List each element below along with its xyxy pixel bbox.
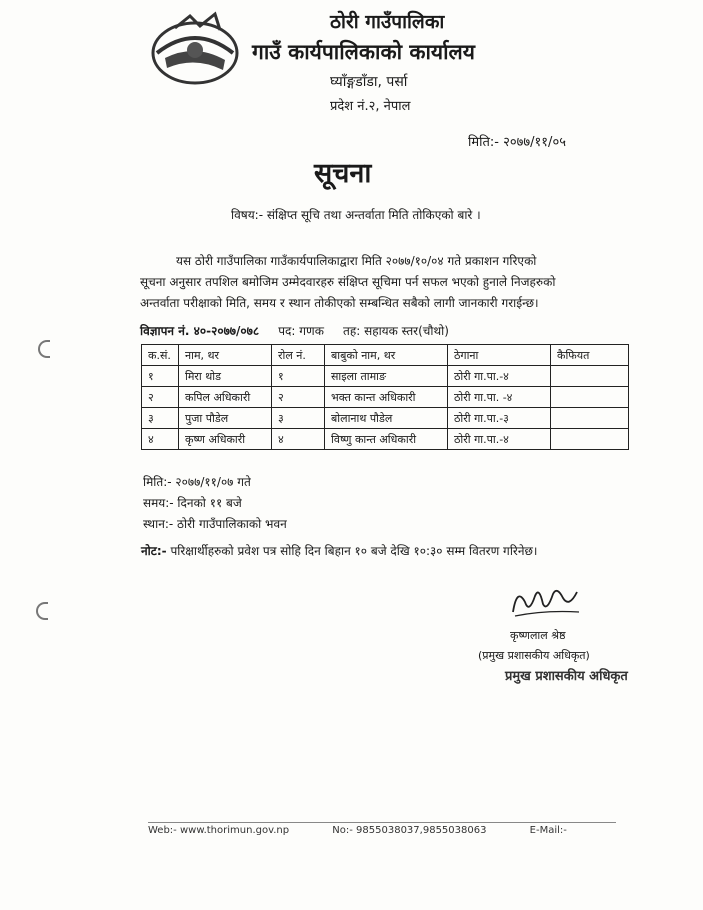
table-cell [551,429,629,450]
table-cell: ठोरी गा.पा. -४ [448,387,551,408]
table-cell: ठोरी गा.पा.-४ [448,429,551,450]
punch-hole-mark [36,602,48,620]
signatory-name: कृष्णलाल श्रेष्ठ [510,629,566,642]
nepal-emblem-logo [145,8,245,88]
office-location: घ्याँङ्गडाँडा, पर्सा [330,74,408,90]
note-text: परिक्षार्थीहरुको प्रवेश पत्र सोहि दिन बिहान १० बजे देखि १०:३० सम्म वितरण गरिनेछ। [170,544,538,558]
table-row [142,387,629,408]
level-label: तह: सहायक स्तर(चौथो) [343,324,449,338]
candidate-table [141,344,629,450]
paragraph-line: यस ठोरी गाउँपालिका गाउँकार्यपालिकाद्वारा मिति २०७७/१०/०४ गते प्रकाशन गरिएको [176,254,537,268]
municipality-name: ठोरी गाउँपालिका [330,11,445,33]
table-row [142,408,629,429]
column-header: नाम, थर [179,345,272,366]
table-cell: ३ [142,408,179,429]
table-cell [551,366,629,387]
advertisement-number: विज्ञापन नं. ४०-२०७७/०७८ [140,324,260,338]
official-stamp: प्रमुख प्रशासकीय अधिकृत [505,669,628,684]
note-line [141,542,537,559]
advertisement-info [140,322,449,339]
page-footer [148,822,616,836]
table-cell: ठोरी गा.पा.-३ [448,408,551,429]
table-cell: साइला तामाङ [325,366,448,387]
note-label: नोट:- [141,544,167,558]
footer-email: E-Mail:- [529,825,567,836]
table-cell: २ [272,387,325,408]
table-cell: कपिल अधिकारी [179,387,272,408]
paragraph-line: अन्तर्वाता परीक्षाको मिति, समय र स्थान तोकीएको सम्बन्धित सबैको लागी जानकारी गराईन्छ। [140,296,539,310]
notice-paragraph [140,251,610,314]
table-cell: ३ [272,408,325,429]
table-row [142,429,629,450]
notice-title: सूचना [314,158,372,189]
table-cell: कृष्ण अधिकारी [179,429,272,450]
table-cell: ठोरी गा.पा.-४ [448,366,551,387]
post-label: पद: गणक [278,324,324,338]
table-cell [551,387,629,408]
table-cell: ४ [142,429,179,450]
column-header: ठेगाना [448,345,551,366]
interview-details [143,472,287,535]
table-cell: विष्णु कान्त अधिकारी [325,429,448,450]
column-header: रोल नं. [272,345,325,366]
table-cell: १ [142,366,179,387]
table-cell: भक्त कान्त अधिकारी [325,387,448,408]
footer-website: Web:- www.thorimun.gov.np [148,825,290,836]
table-cell: २ [142,387,179,408]
paragraph-line: सूचना अनुसार तपशिल बमोजिम उम्मेदवारहरु संक्षिप्त सूचिमा पर्न सफल भएको हुनाले निजहरुको [140,275,556,289]
table-cell: मिरा थोड [179,366,272,387]
signatory-title: (प्रमुख प्रशासकीय अधिकृत) [478,649,590,662]
handwritten-signature [505,582,585,622]
table-cell [551,408,629,429]
table-cell: ४ [272,429,325,450]
footer-phone: No:- 9855038037,9855038063 [332,825,487,836]
table-cell: बोलानाथ पौडेल [325,408,448,429]
signatory-block [478,626,590,666]
punch-hole-mark [38,340,50,358]
table-cell: १ [272,366,325,387]
province-line: प्रदेश नं.२, नेपाल [330,99,411,114]
notice-date: मिति:- २०७७/११/०५ [468,135,566,150]
interview-date: मिति:- २०७७/११/०७ गते [143,475,251,489]
subject-line: विषय:- संक्षिप्त सूचि तथा अन्तर्वाता मिति तोकिएको बारे । [231,208,481,222]
table-header-row [142,345,629,366]
column-header: कैफियत [551,345,629,366]
table-row [142,366,629,387]
table-cell: पुजा पौडेल [179,408,272,429]
column-header: बाबुको नाम, थर [325,345,448,366]
interview-time: समय:- दिनको ११ बजे [143,496,242,510]
interview-place: स्थान:- ठोरी गाउँपालिकाको भवन [143,517,287,531]
column-header: क.सं. [142,345,179,366]
office-name: गाउँ कार्यपालिकाको कार्यालय [252,40,475,64]
